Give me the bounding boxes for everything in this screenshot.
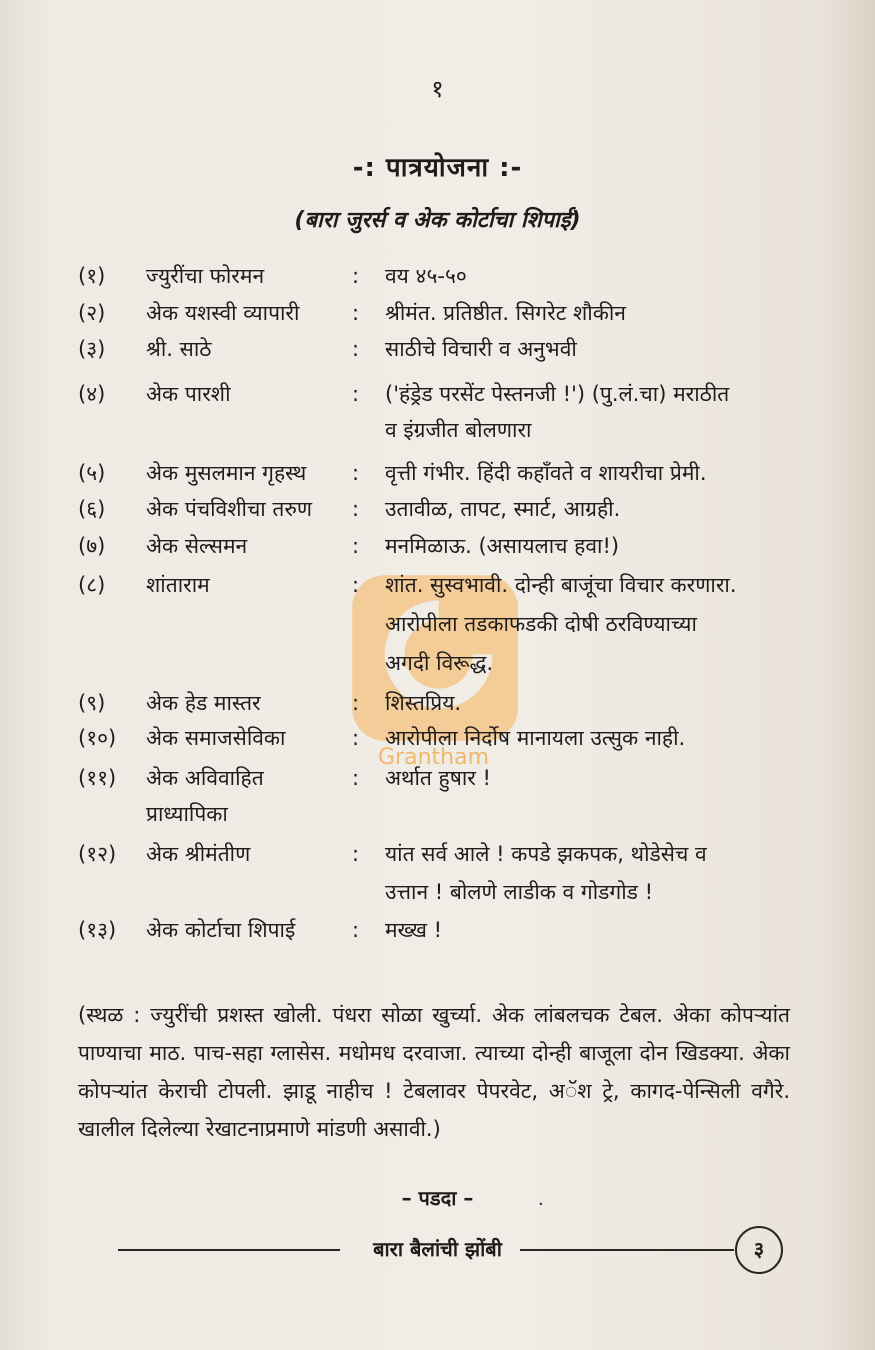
footer-book-title: बारा बैलांची झोंबी (373, 1237, 502, 1261)
cast-description: वय ४५-५० (385, 264, 467, 288)
cast-number: (३) (78, 337, 106, 361)
cast-role: अेक मुसलमान गृहस्थ (146, 461, 307, 485)
cast-colon: : (352, 461, 360, 485)
stray-dot: · (538, 1194, 544, 1215)
page-title: -: पात्रयोजना :- (352, 153, 523, 183)
cast-description: मनमिळाऊ. (असायलाच हवा!) (385, 534, 620, 558)
cast-number: (८) (78, 573, 106, 597)
cast-colon: : (352, 766, 360, 790)
cast-number: (१२) (78, 842, 117, 866)
curtain-note: – पडदा – (401, 1186, 474, 1210)
cast-role-continuation: प्राध्यापिका (146, 802, 228, 826)
cast-colon: : (352, 497, 360, 521)
cast-colon: : (352, 573, 360, 597)
cast-description: उत्तान ! बोलणे लाडीक व गोडगोड ! (385, 880, 654, 904)
stage-direction: (स्थळ : ज्युरींची प्रशस्त खोली. पंधरा सोळा खुर्च्या. अेक लांबलचक टेबल. अेका कोपऱ्यांत पाण्याचा माठ. पाच-सहा ग्लासेस. मधोमध दरवाजा. त्याच्या दोन्ही बाजूला दोन खिडक्या. अेका कोपऱ्यांत केराची टोपली. झाडू नाहीच ! टेबलावर पेपरवेट, अॅश ट्रे, कागद-पेन्सिली वगैरे. खालील दिलेल्या रेखाटनाप्रमाणे मांडणी असावी.) (78, 1003, 790, 1141)
cast-role: ज्युरींचा फोरमन (146, 264, 265, 288)
cast-description: यांत सर्व आले ! कपडे झकपक, थोडेसेच व (385, 842, 707, 866)
cast-role: अेक यशस्वी व्यापारी (146, 301, 300, 325)
cast-role: अेक कोर्टाचा शिपाई (146, 918, 296, 942)
page-number: १ (431, 75, 444, 103)
cast-number: (११) (78, 766, 117, 790)
cast-colon: : (352, 301, 360, 325)
cast-description: उतावीळ, तापट, स्मार्ट, आग्रही. (385, 497, 621, 521)
cast-colon: : (352, 726, 360, 750)
cast-description: व इंग्रजीत बोलणारा (385, 418, 532, 442)
cast-number: (६) (78, 497, 106, 521)
cast-description: ('हंड्रेड परसेंट पेस्तनजी !') (पु.लं.चा) मराठीत (385, 382, 730, 406)
cast-role: श्री. साठे (146, 337, 212, 361)
cast-role: अेक समाजसेविका (146, 726, 286, 750)
cast-role: अेक हेड मास्तर (146, 691, 261, 715)
cast-colon: : (352, 382, 360, 406)
cast-number: (१०) (78, 726, 117, 750)
folio-number: ३ (735, 1226, 783, 1274)
cast-number: (७) (78, 534, 106, 558)
cast-colon: : (352, 918, 360, 942)
cast-number: (१) (78, 264, 106, 288)
cast-description: वृत्ती गंभीर. हिंदी कहाँवते व शायरीचा प्रेमी. (385, 461, 707, 485)
cast-description: अगदी विरूद्ध. (385, 651, 494, 675)
cast-colon: : (352, 691, 360, 715)
cast-number: (५) (78, 461, 106, 485)
watermark-text: Grantham (378, 745, 489, 770)
cast-number: (२) (78, 301, 106, 325)
page-subtitle: (बारा जुरर्स व अेक कोर्टाचा शिपाई) (294, 208, 581, 233)
cast-number: (९) (78, 691, 106, 715)
cast-role: शांताराम (146, 573, 210, 597)
footer-rule-right (520, 1249, 734, 1251)
cast-role: अेक श्रीमंतीण (146, 842, 251, 866)
cast-role: अेक अविवाहित (146, 766, 264, 790)
cast-description: श्रीमंत. प्रतिष्ठीत. सिगरेट शौकीन (385, 301, 626, 325)
cast-role: अेक पारशी (146, 382, 231, 406)
cast-role: अेक सेल्समन (146, 534, 248, 558)
cast-description: आरोपीला निर्दोष मानायला उत्सुक नाही. (385, 726, 686, 750)
cast-colon: : (352, 842, 360, 866)
cast-description: आरोपीला तडकाफडकी दोषी ठरविण्याच्या (385, 612, 697, 636)
cast-colon: : (352, 534, 360, 558)
cast-number: (१३) (78, 918, 117, 942)
cast-colon: : (352, 264, 360, 288)
cast-description: अर्थात हुषार ! (385, 766, 491, 790)
cast-description: मख्ख ! (385, 918, 443, 942)
cast-colon: : (352, 337, 360, 361)
cast-number: (४) (78, 382, 106, 406)
cast-role: अेक पंचविशीचा तरुण (146, 497, 313, 521)
cast-description: शांत. सुस्वभावी. दोन्ही बाजूंचा विचार करणारा. (385, 573, 737, 597)
cast-description: शिस्तप्रिय. (385, 691, 462, 715)
cast-description: साठीचे विचारी व अनुभवी (385, 337, 577, 361)
